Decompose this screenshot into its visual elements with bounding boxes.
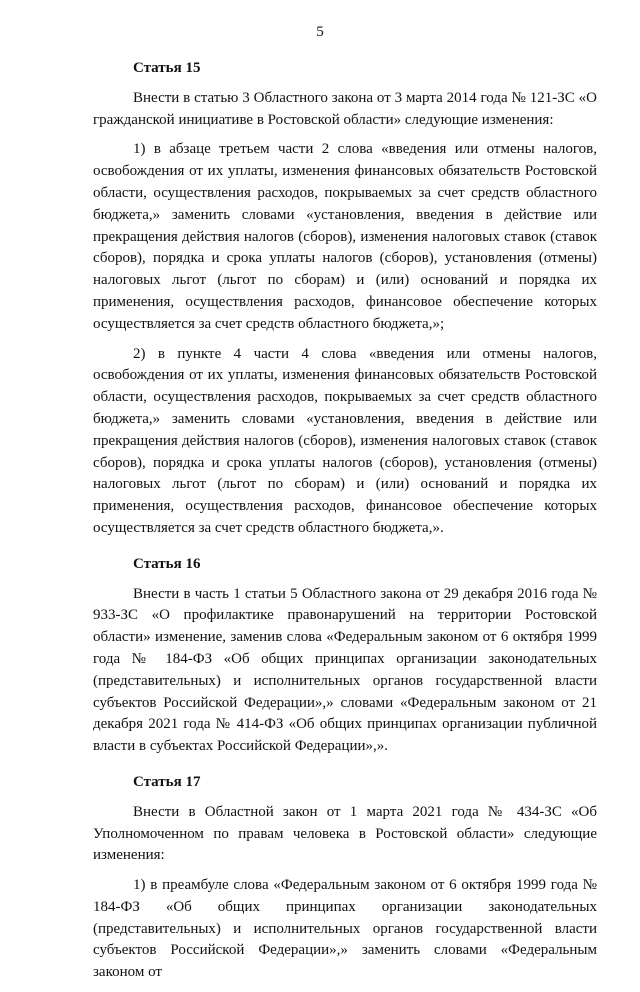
paragraph: 1) в абзаце третьем части 2 слова «введения или отмены налогов, освобождения от их уплаты, изменения финансовых обязательств Ростовской области, осуществления расходов, покрываемых за счет средств областного бюджета,» заменить словами «установления, введения в действие или прекращения действия налогов (сборов), изменения налоговых ставок (ставок сборов), порядка и срока уплаты налогов (сборов), установления (отмены) налоговых льгот (льгот по сборам) и (или) оснований и порядка их применения, осуществления расходов, финансовое обеспечение которых осуществляется за счет средств областного бюджета,»;: [93, 141, 597, 332]
paragraph: Внести в статью 3 Областного закона от 3 марта 2014 года № 121-ЗС «О гражданской инициативе в Ростовской области» следующие изменения:: [93, 89, 597, 128]
document-body: [93, 58, 597, 992]
paragraph: 1) в преамбуле слова «Федеральным законом от 6 октября 1999 года № 184-ФЗ «Об общих принципах организации законодательных (представительных) и исполнительных органов государственной власти субъектов Российской Федерации»,» заменить словами «Федеральным законом от: [93, 877, 597, 981]
page-number: 5: [316, 24, 324, 40]
paragraph: 2) в пункте 4 части 4 слова «введения или отмены налогов, освобождения от их уплаты, изменения финансовых обязательств Ростовской области, осуществления расходов, покрываемых за счет средств областного бюджета,» заменить словами «установления, введения в действие или прекращения действия налогов (сборов), изменения налоговых ставок (ставок сборов), порядка и срока уплаты налогов (сборов), установления (отмены) налоговых льгот (льгот по сборам) и (или) оснований и порядка их применения, осуществления расходов, финансовое обеспечение которых осуществляется за счет средств областного бюджета,».: [93, 345, 597, 536]
article-heading: Статья 16: [133, 555, 201, 572]
article-heading: Статья 17: [133, 773, 201, 790]
paragraph: Внести в часть 1 статьи 5 Областного закона от 29 декабря 2016 года № 933-ЗС «О профилактике правонарушений на территории Ростовской области» изменение, заменив слова «Федеральным законом от 6 октября 1999 года № 184-ФЗ «Об общих принципах организации законодательных (представительных) и исполнительных органов государственной власти субъектов Российской Федерации»,» словами «Федеральным законом от 21 декабря 2021 года № 414-ФЗ «Об общих принципах организации публичной власти в субъектах Российской Федерации»,».: [93, 585, 597, 755]
paragraph: Внести в Областной закон от 1 марта 2021 года № 434-ЗС «Об Уполномоченном по правам человека в Ростовской области» следующие изменения:: [93, 803, 597, 864]
article-heading: Статья 15: [133, 60, 201, 76]
